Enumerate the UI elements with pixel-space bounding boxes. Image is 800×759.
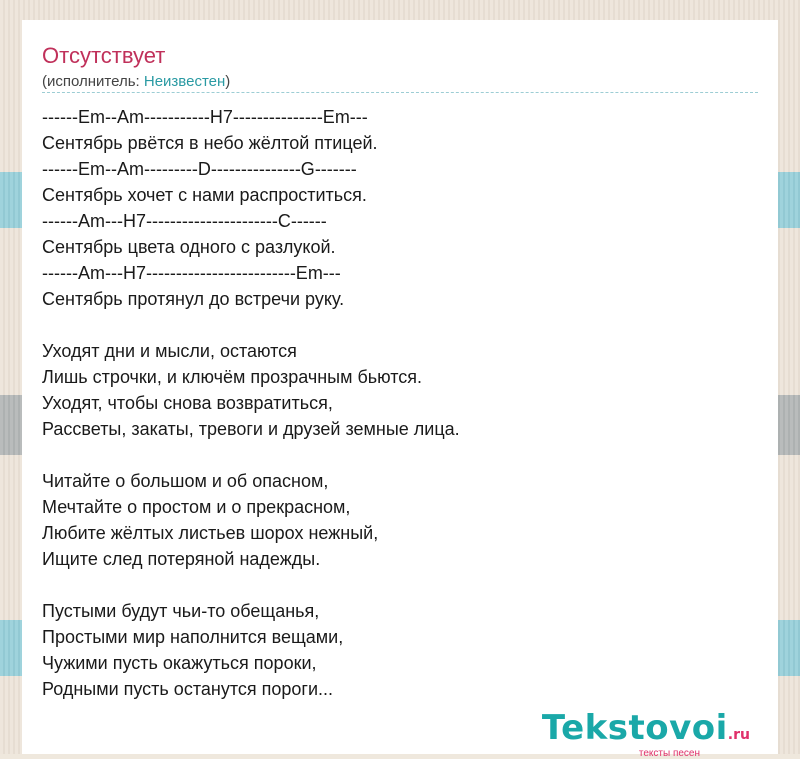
lyrics-line: Пустыми будут чьи-то обещанья, [42,601,320,621]
lyrics-line: ------Am---H7----------------------C------ [42,211,327,231]
lyrics-line: Родными пусть останутся пороги... [42,679,334,699]
artist-link[interactable]: Неизвестен [143,73,226,90]
lyrics-line: Уходят дни и мысли, остаются [42,341,297,361]
lyrics-line: Рассветы, закаты, тревоги и друзей земные лица. [42,419,460,439]
artist-suffix: ) [225,73,231,90]
lyrics-card [22,20,778,759]
site-logo[interactable] [541,708,750,759]
lyrics-blank-line [42,442,758,468]
lyrics-line: Сентябрь протянул до встречи руку. [42,289,345,309]
lyrics-line: ------Em--Am-----------H7---------------Em--- [42,107,368,127]
title-divider [42,92,758,93]
lyrics-line: Сентябрь цвета одного с разлукой. [42,237,336,257]
lyrics-line: ------Em--Am---------D---------------G------- [42,159,357,179]
song-meta [42,73,230,90]
lyrics-line: Простыми мир наполнится вещами, [42,627,344,647]
artist-prefix: (исполнитель: [42,73,144,90]
lyrics-blank-line [42,572,758,598]
logo-text: Tekstovoi [541,708,728,748]
lyrics-line: Чужими пусть окажуться пороки, [42,653,317,673]
lyrics-line: Читайте о большом и об опасном, [42,471,329,491]
logo-domain: .ru [727,727,750,743]
lyrics-line: Сентябрь хочет с нами распроститься. [42,185,367,205]
lyrics-line: ------Am---H7-------------------------Em--- [42,263,341,283]
song-title: Отсутствует [42,43,166,68]
lyrics-line: Любите жёлтых листьев шорох нежный, [42,523,379,543]
lyrics-line: Ищите след потеряной надежды. [42,549,321,569]
lyrics-body [42,104,758,702]
logo-tagline: тексты песен [638,748,700,759]
lyrics-line: Лишь строчки, и ключём прозрачным бьются. [42,367,423,387]
lyrics-line: Уходят, чтобы снова возвратиться, [42,393,333,413]
lyrics-blank-line [42,312,758,338]
lyrics-line: Мечтайте о простом и о прекрасном, [42,497,351,517]
lyrics-line: Сентябрь рвётся в небо жёлтой птицей. [42,133,378,153]
